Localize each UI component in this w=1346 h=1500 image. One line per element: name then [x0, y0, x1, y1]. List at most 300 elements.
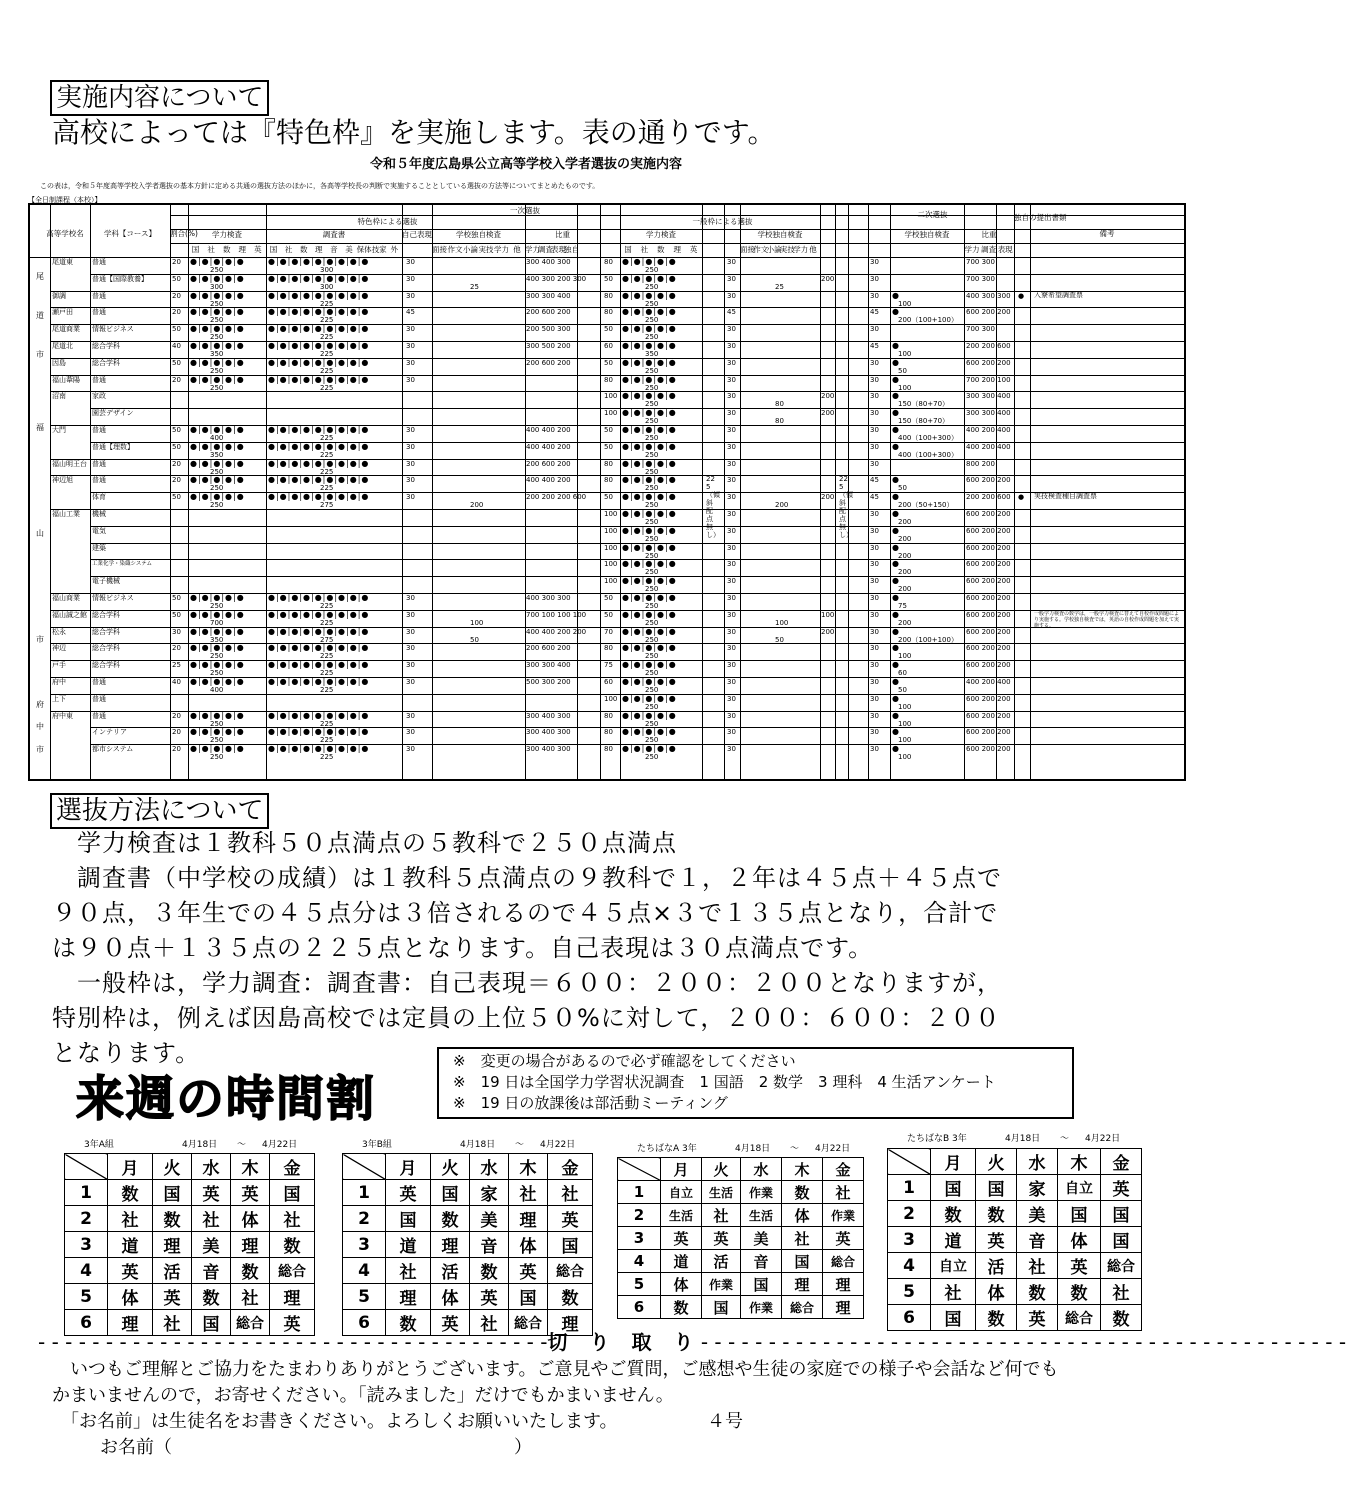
cut-line: - - - - - - - - - - - - - - - - - - - - - - - - - - - - - - - - - - - - - -切 り 取 り - - - - - - - - - - - - - - - - - - - - - - - - - - - - - - - - - - - - - - - - - - - - - - - - [38, 1330, 1346, 1354]
special-jiko: 30 [406, 728, 415, 737]
subject-cell: 数 [192, 1284, 231, 1310]
period-number: 6 [618, 1296, 661, 1319]
second-jiko: 45 [870, 493, 879, 502]
period-number: 4 [888, 1253, 931, 1279]
second-hiju: 400 300 300 [966, 291, 1011, 300]
department: 普通 [92, 426, 106, 434]
subject-cell: 総合 [1101, 1253, 1142, 1279]
school-name: 福山商業 [52, 594, 80, 602]
subject-cell: 数 [108, 1180, 153, 1206]
subject-cell: 数 [548, 1284, 593, 1310]
second-hiju: 700 300 [966, 274, 995, 283]
special-gakuryoku-total: 250 [210, 753, 224, 762]
score-dots: ●|●|●|●|● [622, 727, 677, 737]
subject-cell: 理 [431, 1232, 470, 1258]
special-ratio: 30 [172, 627, 181, 636]
general-gakuryoku-total: 250 [645, 266, 659, 274]
department: 電子機械 [92, 577, 120, 586]
subject-cell: 社 [1017, 1253, 1058, 1279]
timetable-1 [64, 1153, 315, 1336]
day-header: 木 [1058, 1149, 1101, 1175]
header-gakuryoku-general: 学力検査 [646, 230, 676, 239]
second-jiko: 30 [870, 426, 879, 434]
special-jiko: 30 [406, 493, 415, 502]
second-hiju: 600 200 200 [966, 476, 1011, 485]
school-name: 松永 [52, 627, 66, 636]
score-dots: ●|●|●|●|● [622, 609, 677, 619]
date-to: 4月22日 [1085, 1134, 1121, 1144]
second-hiju: 200 200 600 [966, 342, 1011, 350]
general-jiko: 30 [727, 358, 736, 367]
score-dots: ●|●|●|●|● [622, 626, 677, 636]
special-jiko: 30 [406, 476, 415, 485]
header-subject: 美 [345, 245, 353, 254]
name-field[interactable]: お名前（ ） [100, 1437, 532, 1458]
general-ratio: 75 [604, 661, 613, 670]
header-dept: 学科【コース】 [103, 229, 157, 238]
period-number: 2 [888, 1201, 931, 1227]
department: 総合学科 [92, 627, 120, 636]
second-jiko: 30 [870, 392, 879, 401]
general-dokuji-hiju: 200 [821, 392, 835, 401]
special-ratio: 40 [172, 342, 181, 350]
subject-cell: 自立 [661, 1181, 702, 1204]
general-jiko: 30 [727, 476, 736, 485]
special-ratio: 20 [172, 258, 181, 266]
subject-cell: 体 [976, 1279, 1017, 1305]
subject-cell: 音 [470, 1232, 509, 1258]
special-jiko: 30 [406, 274, 415, 283]
period-number: 1 [888, 1175, 931, 1201]
score-dots: ●|●|●|●|● [622, 542, 677, 552]
general-gakuryoku-total: 250 [645, 618, 659, 627]
subject-cell: 数 [231, 1258, 270, 1284]
special-dokuji: 25 [470, 282, 479, 291]
special-ratio: 50 [172, 358, 181, 367]
score-dots: ●|●|●|●|● [622, 492, 677, 502]
score-dots: ●|●|●|●|●|●|●|●|● [268, 593, 370, 602]
score-dots: ● [892, 626, 900, 636]
score-dots: ●|●|●|●|● [190, 425, 245, 434]
general-ratio: 60 [604, 342, 613, 350]
score-dots: ●|●|●|●|● [190, 273, 245, 283]
school-name: 尾道東 [52, 258, 73, 266]
department: インテリア [92, 728, 127, 737]
general-ratio: 100 [604, 392, 618, 401]
subject-cell: 英 [386, 1180, 431, 1206]
special-ratio: 20 [172, 308, 181, 317]
second-dokuji: 100 [898, 719, 912, 728]
subject-cell: 生活 [661, 1204, 702, 1227]
score-dots: ● [892, 693, 900, 703]
second-dokuji: 200 [898, 585, 912, 594]
general-ratio: 50 [604, 442, 613, 451]
special-hiju: 300 400 300 [526, 745, 571, 754]
department: 普通 [92, 476, 106, 485]
header-school: 高等学校名 [46, 229, 84, 238]
subject-cell: 国 [1058, 1201, 1101, 1227]
lead-text: 高校によっては『特色枠』を実施します。表の通りです。 [52, 116, 776, 149]
school-name: 因島 [52, 358, 66, 367]
general-jiko: 30 [727, 342, 736, 350]
subject-cell: 理 [509, 1206, 548, 1232]
special-chosasho-total: 225 [320, 602, 334, 610]
header-subject: 数 [657, 245, 665, 254]
general-ratio: 50 [604, 594, 613, 602]
general-ratio: 100 [604, 510, 618, 518]
special-jiko: 30 [406, 375, 415, 384]
department: 総合学科 [92, 644, 120, 653]
timetable-title: 来週の時間割 [76, 1071, 377, 1127]
header-dokuji-col: 他 [809, 245, 817, 254]
score-dots: ●|●|●|●|●|●|●|●|● [268, 441, 370, 451]
second-jiko: 30 [870, 459, 879, 468]
special-jiko: 30 [406, 442, 415, 451]
table-note: この表は，令和５年度高等学校入学者選抜の基本方針に定める共通の選抜方法のほかに，各高等学校長の判断で実施することとしている選抜の方法等についてまとめたものです。 [40, 182, 600, 190]
school-name: 府中東 [52, 711, 73, 720]
score-dots: ● [892, 542, 900, 552]
special-dokuji: 50 [470, 635, 479, 644]
subject-cell: 美 [741, 1227, 782, 1250]
score-dots: ●|●|●|●|●|●|●|●|● [268, 727, 370, 737]
special-jiko: 45 [406, 308, 415, 317]
special-jiko: 30 [406, 644, 415, 653]
department: 普通 [92, 694, 106, 703]
second-jiko: 30 [870, 661, 879, 670]
subject-cell: 家 [470, 1180, 509, 1206]
day-header: 金 [823, 1158, 864, 1181]
method-line: は９０点＋１３５点の２２５点となります。自己表現は３０点満点です。 [52, 934, 874, 962]
score-dots: ●|●|●|●|●|●|●|●|● [268, 324, 370, 334]
special-ratio: 50 [172, 325, 181, 334]
special-chosasho-total: 225 [320, 316, 334, 325]
period-number: 6 [343, 1310, 386, 1336]
subject-cell: 英 [661, 1227, 702, 1250]
subject-cell: 社 [192, 1206, 231, 1232]
special-ratio: 50 [172, 274, 181, 283]
period-number: 5 [888, 1279, 931, 1305]
special-hiju: 200 600 200 [526, 358, 571, 367]
second-hiju: 400 200 400 [966, 442, 1011, 451]
general-jiko: 30 [727, 745, 736, 754]
corner-cell [888, 1149, 931, 1175]
corner-cell [343, 1154, 386, 1180]
date-tilde: ～ [790, 1144, 800, 1154]
general-ratio: 80 [604, 644, 613, 653]
subject-cell: 社 [386, 1258, 431, 1284]
score-dots: ●|●|●|●|● [622, 643, 677, 653]
subject-cell: 数 [976, 1201, 1017, 1227]
special-hiju: 500 300 200 [526, 678, 571, 686]
school-name: 上下 [52, 694, 66, 703]
date-from: 4月18日 [460, 1140, 496, 1150]
table-subtitle: 【全日制課程（本校）】 [28, 196, 102, 204]
special-gakuryoku-total: 250 [210, 299, 224, 308]
second-dokuji: 200（100+100） [898, 635, 958, 644]
second-jiko: 30 [870, 711, 879, 720]
score-dots: ●|●|●|●|●|●|●|●|● [268, 341, 370, 350]
special-gakuryoku-total: 350 [210, 450, 224, 459]
second-dokuji: 200 [898, 518, 912, 526]
special-hiju: 300 300 400 [526, 661, 571, 670]
subject-cell: 総合 [782, 1296, 823, 1319]
department: 総合学科 [92, 342, 120, 350]
second-dokuji: 200 [898, 551, 912, 560]
special-hiju: 200 600 200 [526, 644, 571, 653]
score-dots: ●|●|●|●|● [190, 458, 245, 468]
table-header-divider [170, 243, 1184, 244]
score-dots: ● [892, 576, 900, 586]
school-name: 戸手 [52, 661, 66, 670]
special-chosasho-total: 275 [320, 635, 334, 644]
subject-cell: 理 [153, 1232, 192, 1258]
special-gakuryoku-total: 250 [210, 266, 224, 274]
general-jiko: 30 [727, 510, 736, 518]
special-jiko: 30 [406, 627, 415, 636]
score-dots: ●|●|●|●|● [190, 307, 245, 317]
score-dots: ●|●|●|●|●|●|●|●|● [268, 492, 370, 502]
second-jiko: 30 [870, 644, 879, 653]
subject-cell: 自立 [931, 1253, 976, 1279]
special-gakuryoku-total: 250 [210, 602, 224, 610]
second-hiju: 600 200 200 [966, 644, 1011, 653]
day-header: 月 [108, 1154, 153, 1180]
special-chosasho-total: 225 [320, 618, 334, 627]
general-gakuryoku-total: 350 [645, 350, 659, 358]
period-number: 3 [618, 1227, 661, 1250]
special-chosasho-total: 225 [320, 719, 334, 728]
general-dokuji: 80 [775, 400, 784, 409]
second-hiju: 600 200 200 [966, 526, 1011, 535]
score-dots: ●|●|●|●|●|●|●|●|● [268, 307, 370, 317]
subject-cell: 理 [386, 1284, 431, 1310]
special-gakuryoku-total: 300 [210, 282, 224, 291]
special-jiko: 30 [406, 678, 415, 686]
special-ratio: 50 [172, 610, 181, 619]
header-dokuji-col: 作文 [447, 245, 463, 254]
second-dokuji: 150（80+70） [898, 400, 950, 409]
subject-cell: 社 [270, 1206, 315, 1232]
score-dots: ●|●|●|●|● [622, 341, 677, 350]
special-dokuji: 100 [470, 618, 484, 627]
header-jiko: 自己表現 [402, 230, 432, 239]
subject-cell: 社 [548, 1180, 593, 1206]
day-header: 月 [661, 1158, 702, 1181]
second-jiko: 30 [870, 728, 879, 737]
special-hiju: 300 400 300 [526, 258, 571, 266]
selection-table [28, 203, 1186, 781]
department: 情報ビジネス [92, 325, 134, 334]
period-number: 3 [888, 1227, 931, 1253]
score-dots: ● [892, 391, 900, 401]
second-dokuji: 100 [898, 383, 912, 392]
school-name: 府中 [52, 678, 66, 686]
subject-cell: 作業 [823, 1204, 864, 1227]
second-hiju: 300 300 400 [966, 392, 1011, 401]
header-hiju: 比重 [555, 230, 570, 239]
subject-cell: 社 [509, 1180, 548, 1206]
general-gakuryoku-total: 250 [645, 450, 659, 459]
footer-line: いつもご理解とご協力をたまわりありがとうございます。ご意見やご質問，ご感想や生徒の家庭での様子や会話など何でも [52, 1359, 1059, 1380]
special-gakuryoku-total: 250 [210, 736, 224, 745]
special-hiju: 200 500 300 [526, 325, 571, 334]
score-dots: ●|●|●|●|● [622, 593, 677, 602]
score-dots: ●|●|●|●|● [622, 324, 677, 334]
school-name: 沼南 [52, 392, 66, 401]
subject-cell: 自立 [1058, 1175, 1101, 1201]
special-ratio: 20 [172, 711, 181, 720]
general-ratio: 60 [604, 678, 613, 686]
subject-cell: 数 [153, 1206, 192, 1232]
header-subject: 理 [238, 245, 247, 254]
date-from: 4月18日 [1005, 1134, 1041, 1144]
department: 普通 [92, 308, 106, 317]
department: 家政 [92, 392, 106, 401]
general-jiko: 30 [727, 392, 736, 401]
subject-cell: 国 [976, 1175, 1017, 1201]
date-tilde: ～ [515, 1140, 525, 1150]
general-jiko: 30 [727, 627, 736, 636]
remarks: 一般学力検査の数学は，一般学力検査に替えて自校作成問題により実施する。学校独自検査では，英語の自校作成問題を加えて実施する。 [1034, 610, 1180, 629]
subject-cell: 体 [431, 1284, 470, 1310]
day-header: 月 [931, 1149, 976, 1175]
subject-cell: 美 [1017, 1201, 1058, 1227]
score-dots: ●|●|●|●|● [190, 341, 245, 350]
second-jiko: 30 [870, 274, 879, 283]
special-chosasho-total: 225 [320, 686, 334, 694]
subject-cell: 英 [1101, 1175, 1142, 1201]
general-gakuryoku-total: 250 [645, 568, 659, 577]
special-ratio: 50 [172, 594, 181, 602]
general-jiko: 45 [727, 308, 736, 317]
method-line: 学力検査は１教科５０点満点の５教科で２５０点満点 [52, 829, 677, 857]
period-number: 3 [65, 1232, 108, 1258]
score-dots: ●|●|●|●|●|●|●|●|● [268, 475, 370, 485]
day-header: 火 [431, 1154, 470, 1180]
general-gakuryoku-total: 250 [645, 282, 659, 291]
subject-cell: 数 [270, 1232, 315, 1258]
score-dots: ●|●|●|●|● [622, 660, 677, 670]
department: 総合学科 [92, 661, 120, 670]
second-dokuji: 400（100+300） [898, 450, 958, 459]
second-dokuji: 100 [898, 736, 912, 745]
subject-cell: 活 [153, 1258, 192, 1284]
general-jiko: 30 [727, 291, 736, 300]
second-dokuji: 50 [898, 686, 907, 694]
header-hiju-col: 独自 [564, 245, 579, 254]
class-name: たちばなA 3年 [637, 1144, 697, 1154]
header-biko: 備考 [1099, 229, 1115, 238]
teishutsu-mark: ● [1018, 291, 1025, 300]
header-dokuji-col: 学力 [793, 245, 809, 254]
general-gakuryoku-total: 250 [645, 669, 659, 678]
second-dokuji: 200（100+100） [898, 316, 958, 325]
second-hiju: 600 200 200 [966, 358, 1011, 367]
header-special: 特色枠による選抜 [357, 217, 418, 226]
general-jiko: 30 [727, 678, 736, 686]
department: 普通 [92, 258, 106, 266]
header-subject: 英 [689, 245, 698, 254]
subject-cell: 社 [153, 1310, 192, 1336]
subject-cell: 音 [741, 1250, 782, 1273]
subject-cell: 作業 [741, 1181, 782, 1204]
special-gakuryoku-total: 250 [210, 467, 224, 476]
header-ratio: 割合(%) [170, 229, 198, 238]
second-dokuji: 100 [898, 652, 912, 661]
period-number: 1 [343, 1180, 386, 1206]
score-dots: ● [892, 660, 900, 670]
second-hiju: 600 200 200 [966, 308, 1011, 317]
score-dots: ● [892, 593, 900, 602]
date-tilde: ～ [237, 1140, 247, 1150]
special-jiko: 30 [406, 291, 415, 300]
score-dots: ●|●|●|●|● [190, 677, 245, 686]
general-gakuryoku-total: 250 [645, 736, 659, 745]
second-jiko: 30 [870, 594, 879, 602]
class-name: 3年A組 [84, 1140, 114, 1150]
second-jiko: 30 [870, 291, 879, 300]
special-ratio: 20 [172, 459, 181, 468]
special-hiju: 200 600 200 [526, 459, 571, 468]
footer-message [52, 1357, 1059, 1461]
second-hiju: 600 200 200 [966, 594, 1011, 602]
day-header: 金 [1101, 1149, 1142, 1175]
subject-cell: 道 [931, 1227, 976, 1253]
header-teishutsu: 独自の提出書類 [1014, 213, 1067, 222]
second-hiju: 600 200 200 [966, 661, 1011, 670]
subject-cell: 国 [548, 1232, 593, 1258]
header-first: 一次選抜 [510, 206, 540, 215]
class-name: 3年B組 [362, 1140, 392, 1150]
subject-cell: 国 [931, 1305, 976, 1331]
period-number: 6 [888, 1305, 931, 1331]
score-dots: ● [892, 710, 900, 720]
subject-cell: 国 [1101, 1227, 1142, 1253]
date-to: 4月22日 [262, 1140, 298, 1150]
table-title: 令和５年度広島県公立高等学校入学者選抜の実施内容 [370, 157, 683, 172]
second-hiju: 600 200 200 [966, 745, 1011, 754]
second-jiko: 45 [870, 308, 879, 317]
general-ratio: 80 [604, 291, 613, 300]
score-dots: ●|●|●|●|●|●|●|●|● [268, 677, 370, 686]
timetable-4 [887, 1148, 1142, 1331]
general-dokuji-hiju: 200 [821, 493, 835, 502]
score-dots: ●|●|●|●|● [190, 492, 245, 502]
side-group-label: 尾 道 市 [36, 272, 44, 360]
special-chosasho-total: 300 [320, 282, 334, 291]
second-dokuji: 50 [898, 366, 907, 375]
special-gakuryoku-total: 250 [210, 316, 224, 325]
subject-cell: 数 [782, 1181, 823, 1204]
school-name: 福山明王台 [52, 459, 87, 468]
general-jiko: 30 [727, 694, 736, 703]
general-ratio: 50 [604, 325, 613, 334]
second-dokuji: 100 [898, 350, 912, 358]
subject-cell: 英 [231, 1180, 270, 1206]
subject-cell: 国 [1101, 1201, 1142, 1227]
school-name: 神辺旭 [52, 476, 73, 485]
header-subject: 理 [315, 245, 323, 254]
second-hiju: 400 200 400 [966, 426, 1011, 434]
special-chosasho-total: 225 [320, 669, 334, 678]
special-gakuryoku-total: 350 [210, 350, 224, 358]
second-hiju: 600 200 200 [966, 627, 1011, 636]
general-jiko: 30 [727, 543, 736, 552]
score-dots: ●|●|●|●|● [622, 374, 677, 384]
general-ratio: 100 [604, 526, 618, 535]
score-dots: ● [892, 677, 900, 686]
second-jiko: 30 [870, 442, 879, 451]
